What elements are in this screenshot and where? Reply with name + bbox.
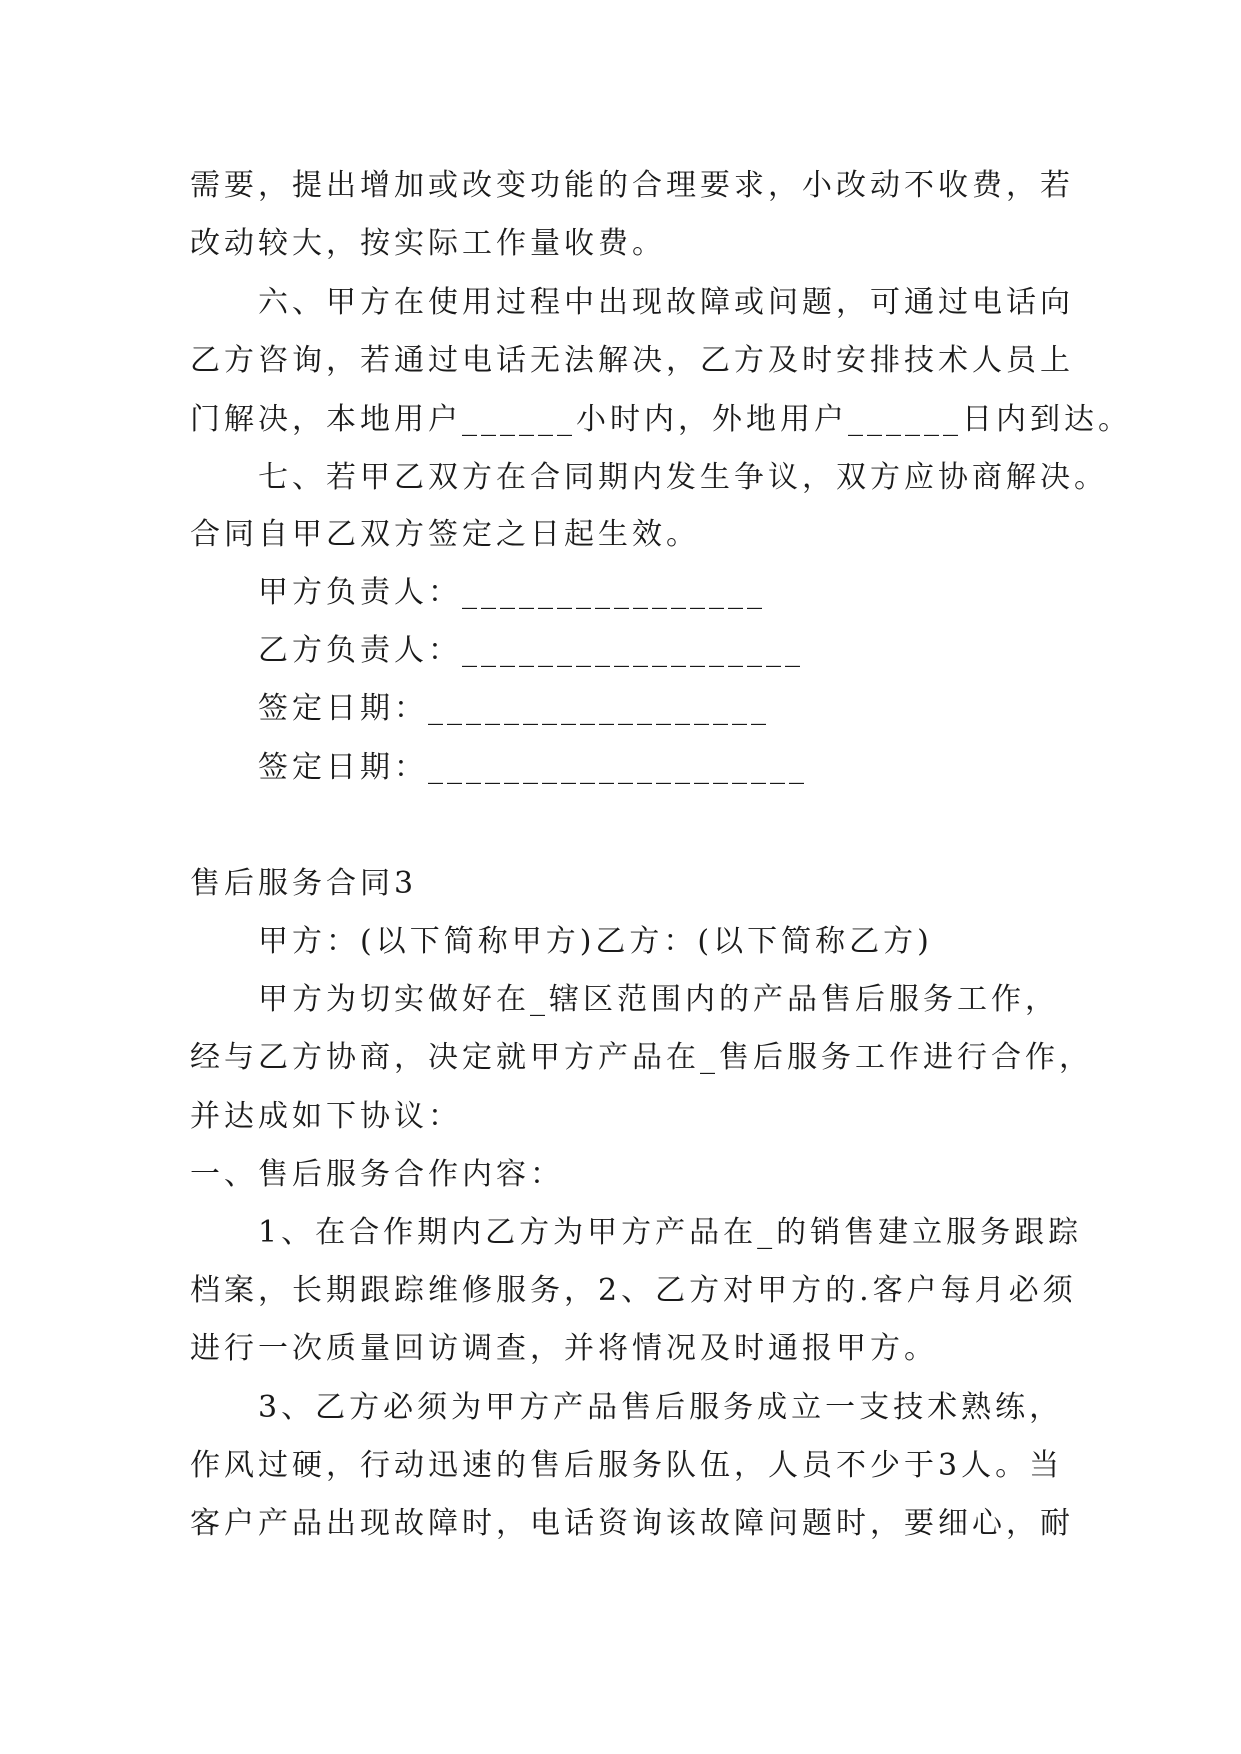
date-field: 签定日期：____________________: [258, 750, 808, 785]
text-line: 并达成如下协议：: [190, 1099, 462, 1134]
text-line: 进行一次质量回访调查，并将情况及时通报甲方。: [190, 1331, 938, 1366]
signature-field-party-b: 乙方负责人：__________________: [258, 633, 804, 668]
date-field: 签定日期：__________________: [258, 691, 770, 726]
text-line: 作风过硬，行动迅速的售后服务队伍，人员不少于3人。当: [190, 1448, 1064, 1483]
text-line: 1、在合作期内乙方为甲方产品在_的销售建立服务跟踪: [258, 1215, 1083, 1250]
text-line: 经与乙方协商，决定就甲方产品在_售后服务工作进行合作，: [190, 1040, 1093, 1075]
section-title: 售后服务合同3: [190, 866, 418, 901]
text-line: 门解决，本地用户______小时内，外地用户______日内到达。: [190, 402, 1132, 437]
text-line: 档案，长期跟踪维修服务，2、乙方对甲方的.客户每月必须: [190, 1273, 1077, 1308]
text-line: 客户产品出现故障时，电话资询该故障问题时，要细心，耐: [190, 1506, 1074, 1541]
text-line: 3、乙方必须为甲方产品售后服务成立一支技术熟练，: [258, 1390, 1064, 1425]
text-line: 一、售后服务合作内容：: [190, 1157, 564, 1192]
signature-field-party-a: 甲方负责人：________________: [258, 575, 766, 610]
text-line: 甲方：(以下简称甲方)乙方：(以下简称乙方): [258, 924, 933, 959]
text-line: 七、若甲乙双方在合同期内发生争议，双方应协商解决。: [258, 460, 1108, 495]
text-line: 合同自甲乙双方签定之日起生效。: [190, 517, 700, 552]
text-line: 六、甲方在使用过程中出现故障或问题，可通过电话向: [258, 285, 1074, 320]
text-line: 改动较大，按实际工作量收费。: [190, 226, 666, 261]
text-line: 乙方咨询，若通过电话无法解决，乙方及时安排技术人员上: [190, 343, 1074, 378]
text-line: 需要，提出增加或改变功能的合理要求，小改动不收费，若: [190, 168, 1074, 203]
text-line: 甲方为切实做好在_辖区范围内的产品售后服务工作，: [258, 982, 1059, 1017]
